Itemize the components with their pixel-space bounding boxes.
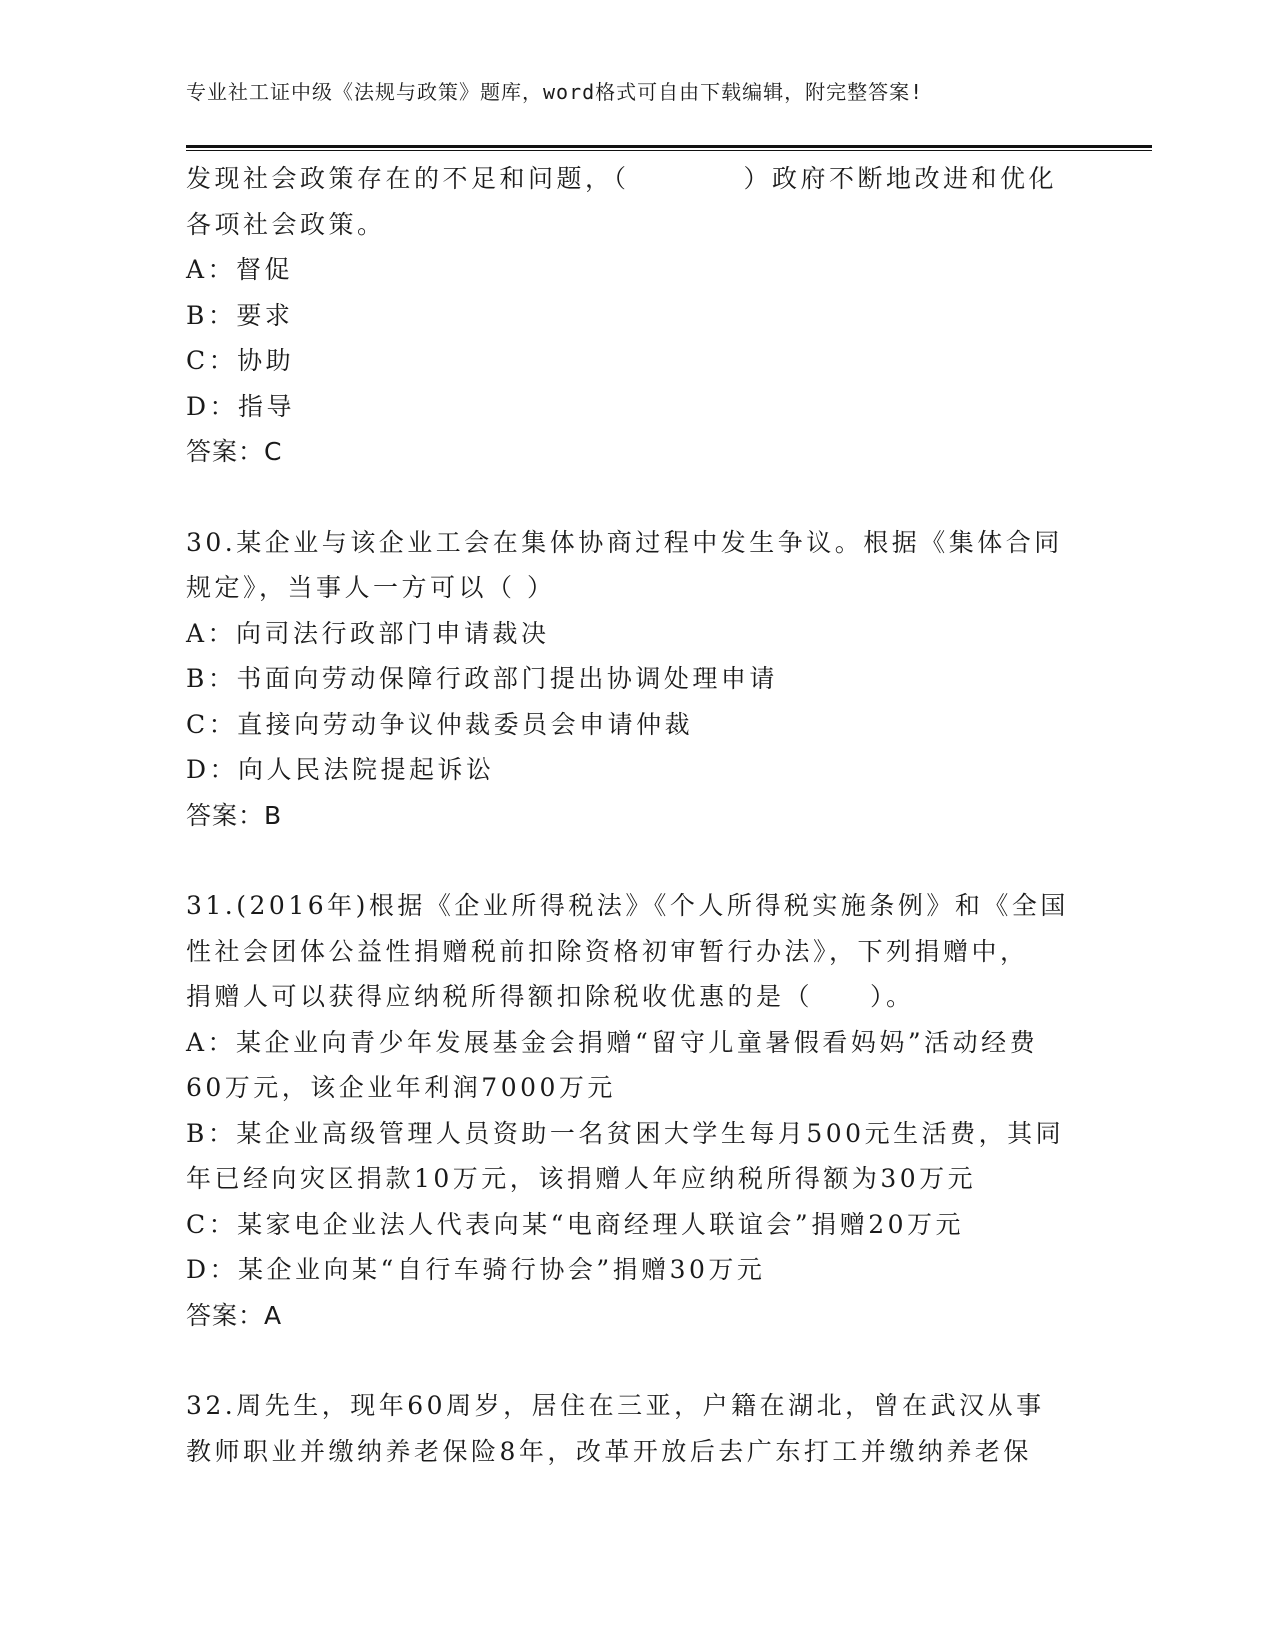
option-d: D：向人民法院提起诉讼: [186, 755, 495, 784]
option-b: B：某企业高级管理人员资助一名贫困大学生每月500元生活费，其同: [186, 1118, 1065, 1148]
option-b: B：要求: [186, 300, 294, 330]
option-c: C：直接向劳动争议仲裁委员会申请仲裁: [186, 709, 694, 739]
header-rule-thick: [186, 145, 1152, 148]
question-text-line: 性社会团体公益性捐赠税前扣除资格初审暂行办法》，下列捐赠中，: [186, 936, 1029, 966]
question-29: [186, 156, 1086, 475]
question-text-line: 捐赠人可以获得应纳税所得额扣除税收优惠的是（ ）。: [186, 982, 915, 1011]
answer-label: 答案：B: [186, 800, 283, 830]
question-text-line: 30.某企业与该企业工会在集体协商过程中发生争议。根据《集体合同: [186, 527, 1063, 557]
option-a: A：某企业向青少年发展基金会捐赠“留守儿童暑假看妈妈”活动经费: [186, 1027, 1039, 1057]
question-text-line: 各项社会政策。: [186, 209, 386, 239]
question-31: [186, 883, 1086, 1338]
option-a: A：向司法行政部门申请裁决: [186, 618, 550, 648]
question-text-line: 31.(2016年)根据《企业所得税法》《个人所得税实施条例》和《全国: [186, 891, 1069, 920]
option-d: D：某企业向某“自行车骑行协会”捐赠30万元: [186, 1255, 766, 1284]
answer-label: 答案：C: [186, 437, 283, 466]
question-32: [186, 1383, 1086, 1474]
header-rule-thin: [186, 150, 1152, 151]
option-b-continued: 年已经向灾区捐款10万元，该捐赠人年应纳税所得额为30万元: [186, 1164, 977, 1193]
question-text-line: 教师职业并缴纳养老保险8年，改革开放后去广东打工并缴纳养老保: [186, 1436, 1032, 1466]
document-body: [186, 156, 1086, 1474]
answer-label: 答案：A: [186, 1300, 283, 1330]
option-c: C：协助: [186, 346, 295, 375]
document-header: 专业社工证中级《法规与政策》题库，word格式可自由下载编辑，附完整答案!: [186, 80, 924, 104]
question-text-line: 规定》，当事人一方可以（ ）: [186, 573, 556, 602]
question-30: [186, 520, 1086, 839]
option-a: A：督促: [186, 255, 294, 284]
question-text-line: 32.周先生，现年60周岁，居住在三亚，户籍在湖北，曾在武汉从事: [186, 1391, 1045, 1420]
option-d: D：指导: [186, 391, 296, 421]
option-a-continued: 60万元，该企业年利润7000万元: [186, 1073, 616, 1102]
option-b: B：书面向劳动保障行政部门提出协调处理申请: [186, 664, 778, 693]
option-c: C：某家电企业法人代表向某“电商经理人联谊会”捐赠20万元: [186, 1209, 965, 1239]
question-text-line: 发现社会政策存在的不足和问题，（ ）政府不断地改进和优化: [186, 164, 1058, 193]
